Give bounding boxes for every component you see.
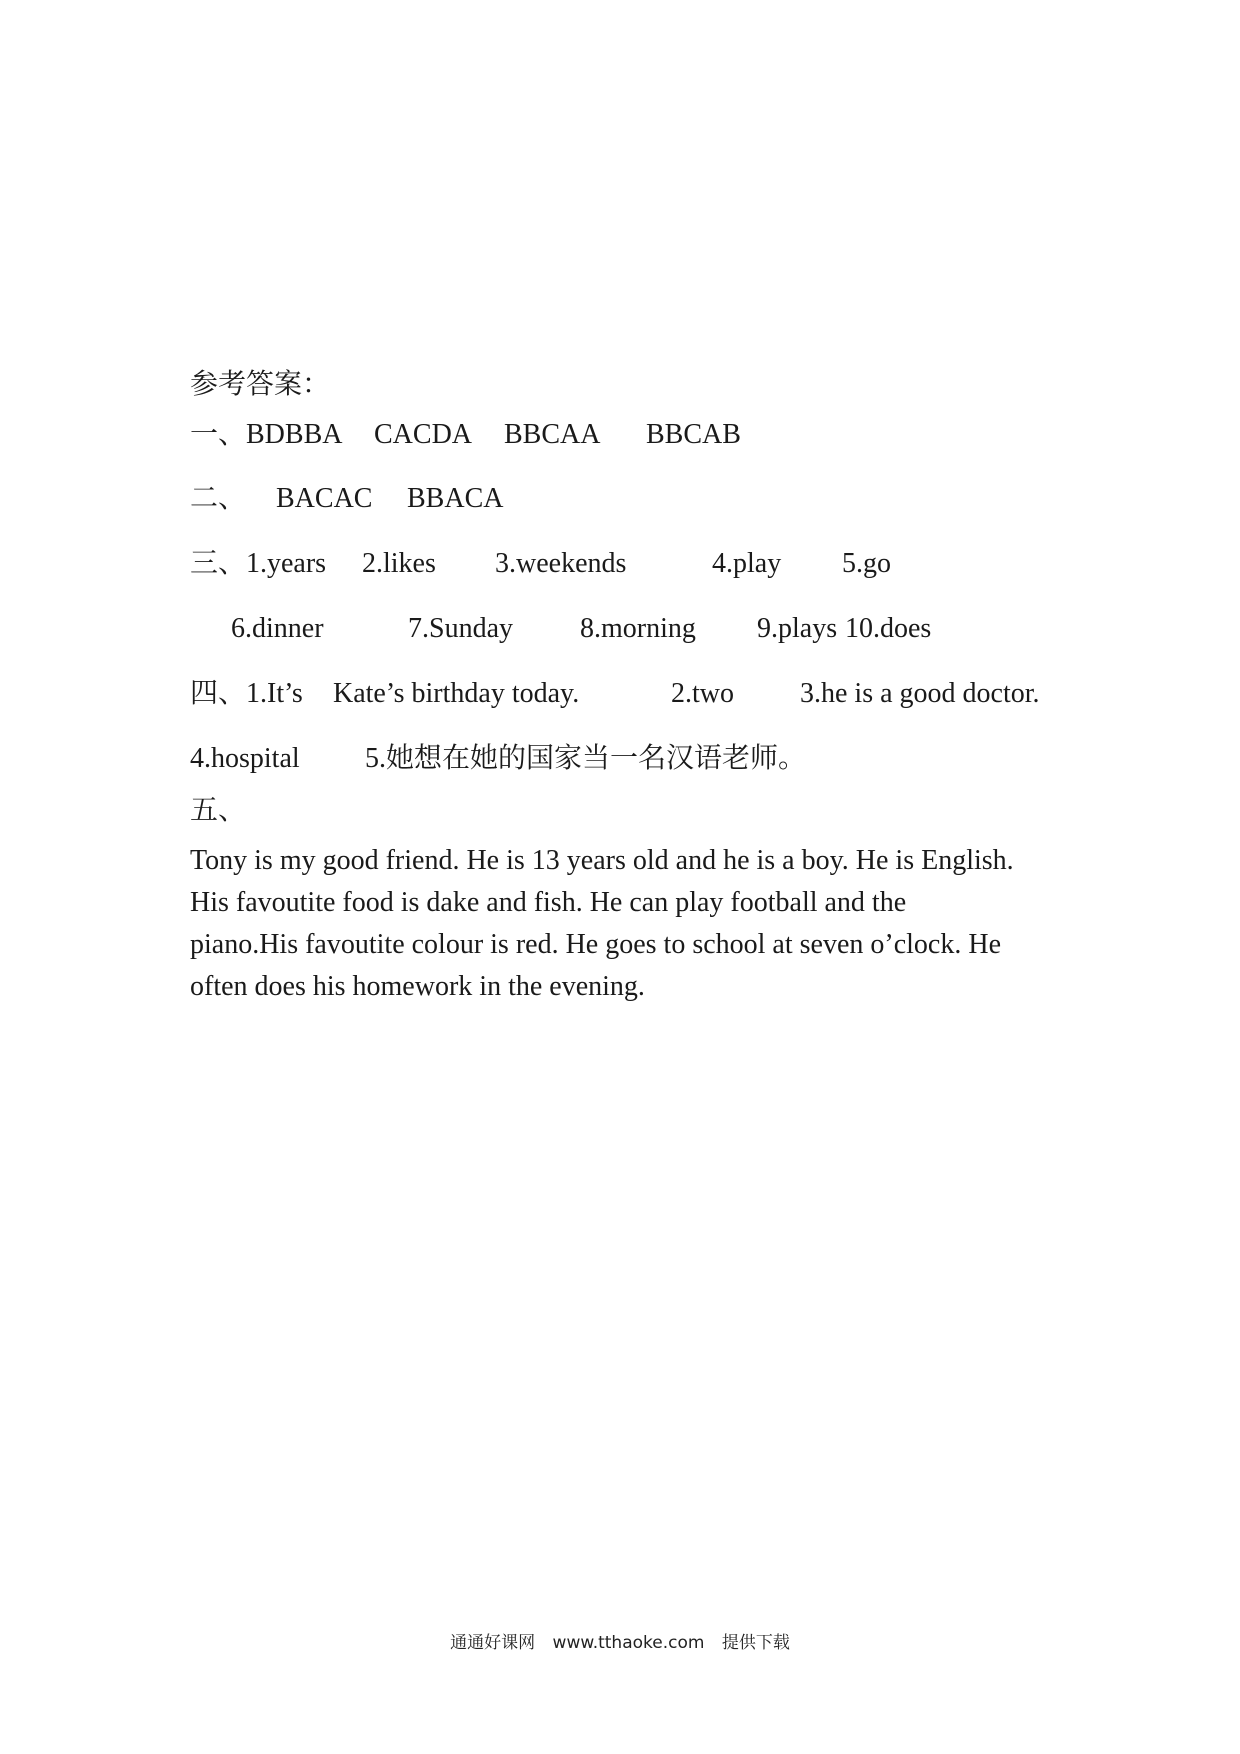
section-4-answer-1b: Kate’s birthday today.: [333, 678, 580, 709]
footer-site-name: 通通好课网: [450, 1633, 536, 1653]
section-2-marker: 二、: [190, 483, 247, 514]
section-1-group-2: CACDA: [374, 419, 473, 450]
section-3-answer-4: 4.play: [712, 548, 782, 579]
section-3-marker: 三、: [190, 548, 247, 579]
section-4-answer-5: 5.她想在她的国家当一名汉语老师。: [365, 743, 807, 774]
section-3-answer-8: 8.morning: [580, 613, 696, 644]
section-3-answer-7: 7.Sunday: [408, 613, 513, 644]
section-2-group-2: BBACA: [407, 483, 504, 514]
page-footer: [0, 1632, 1240, 1654]
heading-text: 参考答案：: [190, 369, 331, 400]
section-5-marker: 五、: [190, 795, 247, 826]
section-4-marker: 四、: [190, 678, 247, 709]
section-4-answer-2: 2.two: [671, 678, 734, 709]
section-1-group-1: BDBBA: [246, 419, 343, 450]
footer-url: www.tthaoke.com: [552, 1633, 705, 1653]
section-3-answer-10: 10.does: [845, 613, 932, 644]
footer-suffix: 提供下载: [721, 1633, 790, 1653]
section-4-answer-1a: 1.It’s: [246, 678, 303, 709]
section-4-answer-3: 3.he is a good doctor.: [800, 678, 1040, 709]
section-3-answer-3: 3.weekends: [495, 548, 627, 579]
section-3-answer-2: 2.likes: [362, 548, 436, 579]
section-3-answer-6: 6.dinner: [231, 613, 324, 644]
paragraph-line-4: often does his homework in the evening.: [190, 971, 645, 1002]
paragraph-line-3: piano.His favoutite colour is red. He goes to school at seven o’clock. He: [190, 929, 1002, 960]
section-1-group-3: BBCAA: [504, 419, 601, 450]
section-3-answer-5: 5.go: [842, 548, 891, 579]
section-5-paragraph: [190, 840, 1070, 1008]
section-2-group-1: BACAC: [276, 483, 373, 514]
section-3-answer-1: 1.years: [246, 548, 327, 579]
paragraph-line-2: His favoutite food is dake and fish. He can play football and the: [190, 887, 907, 918]
section-1-marker: 一、: [190, 419, 247, 450]
section-4-answer-4: 4.hospital: [190, 743, 300, 774]
section-1-group-4: BBCAB: [646, 419, 741, 450]
paragraph-line-1: Tony is my good friend. He is 13 years old and he is a boy. He is English.: [190, 845, 1014, 876]
section-3-answer-9: 9.plays: [757, 613, 838, 644]
